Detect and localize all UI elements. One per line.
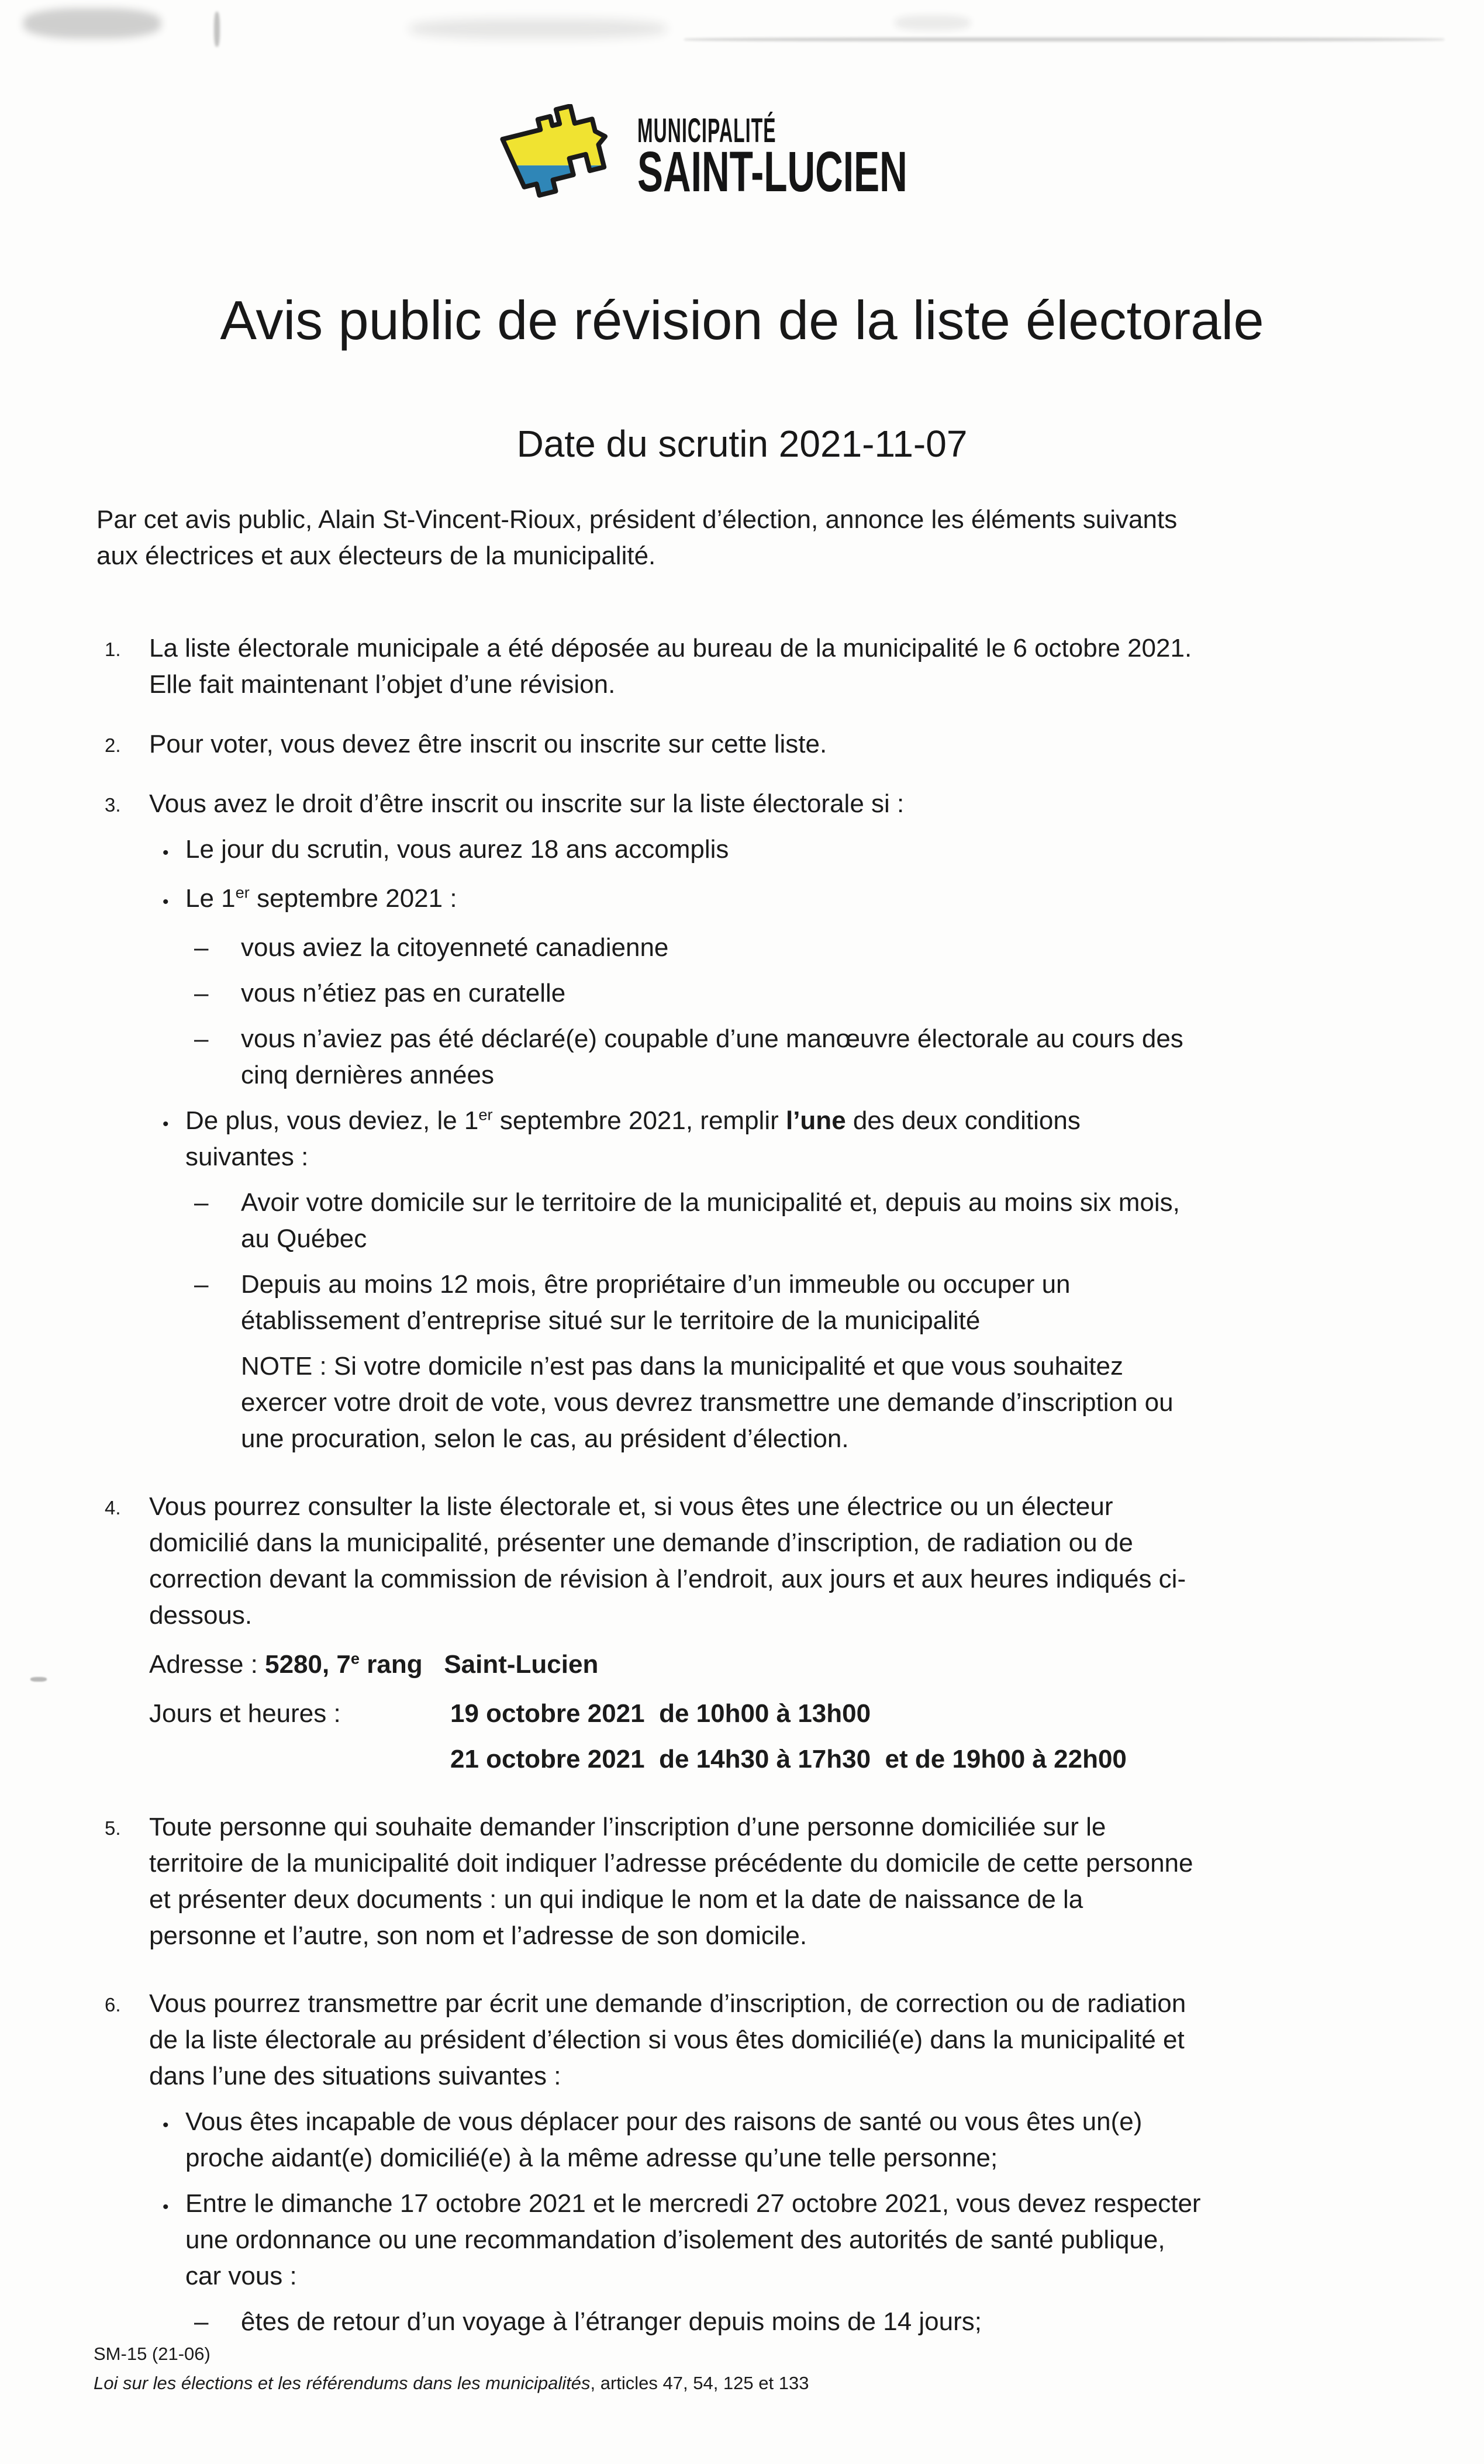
text-run: Par cet avis public, Alain St-Vincent-Rioux, président d’élection, annonce les éléments suivants bbox=[96, 505, 1178, 534]
bullet-marker: • bbox=[163, 1114, 169, 1134]
text-run: Entre le dimanche 17 octobre 2021 et le mercredi 27 octobre 2021, vous devez respecter bbox=[185, 2189, 1201, 2218]
text-run: Vous pourrez transmettre par écrit une demande d’inscription, de correction ou de radiation bbox=[149, 1989, 1186, 2018]
text-run: exercer votre droit de vote, vous devrez transmettre une demande d’inscription ou bbox=[241, 1388, 1174, 1417]
dash-item bbox=[149, 1185, 1402, 1257]
dash-item bbox=[149, 1021, 1402, 1093]
item-paragraph bbox=[149, 630, 1402, 703]
text-run: Depuis au moins 12 mois, être propriétaire d’un immeuble ou occuper un bbox=[241, 1270, 1071, 1299]
logo-municipality-label: MUNICIPALITÉ bbox=[637, 112, 776, 150]
item-content bbox=[149, 786, 1402, 1457]
intro-paragraph bbox=[96, 502, 1367, 574]
bullet-marker: • bbox=[163, 2197, 169, 2217]
text-run: 5280, 7 bbox=[265, 1650, 351, 1679]
item-paragraph bbox=[149, 1986, 1402, 2094]
text-run: vous aviez la citoyenneté canadienne bbox=[241, 933, 669, 962]
notice-item bbox=[96, 786, 1402, 1457]
item-content bbox=[149, 630, 1402, 703]
item-content bbox=[149, 1489, 1402, 1778]
text-run: êtes de retour d’un voyage à l’étranger depuis moins de 14 jours; bbox=[241, 2307, 982, 2336]
law-reference bbox=[94, 2373, 809, 2394]
text-run: Elle fait maintenant l’objet d’une révision. bbox=[149, 670, 616, 699]
bullet-text bbox=[185, 2186, 1201, 2294]
bullet-text bbox=[185, 881, 457, 920]
dash-item bbox=[149, 975, 1402, 1012]
text-run: l’une bbox=[785, 1106, 846, 1135]
text-run: Vous êtes incapable de vous déplacer pour des raisons de santé ou vous êtes un(e) bbox=[185, 2107, 1143, 2136]
text-run: Le jour du scrutin, vous aurez 18 ans accomplis bbox=[185, 835, 729, 864]
text-run: De plus, vous deviez, le 1 bbox=[185, 1106, 479, 1135]
text-run: rang Saint-Lucien bbox=[360, 1650, 599, 1679]
item-number: 2. bbox=[105, 734, 121, 756]
dash-marker: – bbox=[194, 979, 209, 1007]
dash-item bbox=[149, 1266, 1402, 1339]
notice-item bbox=[96, 630, 1402, 703]
bullet-item bbox=[149, 1103, 1402, 1175]
law-articles: , articles 47, 54, 125 et 133 bbox=[590, 2373, 809, 2393]
bullet-marker: • bbox=[163, 2116, 169, 2135]
text-run: établissement d’entreprise situé sur le territoire de la municipalité bbox=[241, 1306, 981, 1335]
text-run: Vous avez le droit d’être inscrit ou inscrite sur la liste électorale si : bbox=[149, 789, 905, 818]
bullet-item bbox=[149, 831, 1402, 871]
text-run: e bbox=[350, 1649, 360, 1668]
dash-text bbox=[241, 930, 668, 966]
form-number: SM-15 (21-06) bbox=[94, 2344, 210, 2364]
logo-name: SAINT-LUCIEN bbox=[637, 140, 907, 203]
notice-item bbox=[96, 1986, 1402, 2340]
text-run: septembre 2021 : bbox=[249, 884, 457, 913]
text-run: Pour voter, vous devez être inscrit ou inscrite sur cette liste. bbox=[149, 730, 827, 758]
text-run: personne et l’autre, son nom et l’adresse de son domicile. bbox=[149, 1921, 807, 1950]
item-number: 1. bbox=[105, 639, 121, 660]
item-number: 4. bbox=[105, 1497, 121, 1519]
dash-text bbox=[241, 1185, 1180, 1257]
item-number: 5. bbox=[105, 1817, 121, 1839]
dash-marker: – bbox=[194, 1188, 209, 1217]
text-run: et présenter deux documents : un qui indique le nom et la date de naissance de la bbox=[149, 1885, 1083, 1914]
dash-item bbox=[149, 2304, 1402, 2340]
notice-item bbox=[96, 1809, 1402, 1954]
dash-text bbox=[241, 2304, 982, 2340]
item-content bbox=[149, 1809, 1402, 1954]
text-run: er bbox=[235, 883, 250, 902]
hours-label: Jours et heures : bbox=[149, 1699, 341, 1728]
dash-marker: – bbox=[194, 1270, 209, 1299]
text-run: car vous : bbox=[185, 2262, 297, 2290]
text-run: Toute personne qui souhaite demander l’inscription d’une personne domiciliée sur le bbox=[149, 1813, 1106, 1841]
bullet-item bbox=[149, 2104, 1402, 2176]
text-run: 21 octobre 2021 de 14h30 à 17h30 et de 19h00 à 22h00 bbox=[450, 1745, 1127, 1773]
dash-marker: – bbox=[194, 1024, 209, 1053]
dash-text bbox=[241, 1021, 1183, 1093]
bullet-text bbox=[185, 831, 729, 871]
item-paragraph bbox=[149, 1809, 1402, 1954]
dash-marker: – bbox=[194, 2307, 209, 2336]
text-run: Le 1 bbox=[185, 884, 236, 913]
text-run: dans l’une des situations suivantes : bbox=[149, 2062, 561, 2090]
item-content bbox=[149, 726, 1402, 762]
law-title: Loi sur les élections et les référendums dans les municipalités bbox=[94, 2373, 591, 2393]
item-paragraph bbox=[149, 1489, 1402, 1634]
scrutin-date-subtitle: Date du scrutin 2021-11-07 bbox=[516, 423, 968, 465]
item-number: 3. bbox=[105, 794, 121, 816]
dash-item bbox=[149, 930, 1402, 966]
hours-continuation bbox=[450, 1741, 1402, 1778]
text-run: une procuration, selon le cas, au président d’élection. bbox=[241, 1424, 849, 1453]
dash-marker: – bbox=[194, 933, 209, 962]
bullet-text bbox=[185, 2104, 1142, 2176]
bullet-item bbox=[149, 881, 1402, 920]
page-footer bbox=[94, 2344, 809, 2394]
notice-item bbox=[96, 726, 1402, 762]
text-run: cinq dernières années bbox=[241, 1061, 494, 1089]
bullet-marker: • bbox=[163, 892, 169, 912]
bullet-text bbox=[185, 1103, 1081, 1175]
item-paragraph bbox=[149, 786, 1402, 822]
bullet-marker: • bbox=[163, 843, 169, 862]
item-content bbox=[149, 1986, 1402, 2340]
text-run: er bbox=[478, 1105, 493, 1124]
item-number: 6. bbox=[105, 1994, 121, 2016]
text-run: territoire de la municipalité doit indiquer l’adresse précédente du domicile de cette personne bbox=[149, 1849, 1193, 1878]
text-run: vous n’aviez pas été déclaré(e) coupable d’une manœuvre électorale au cours des bbox=[241, 1024, 1183, 1053]
text-run: suivantes : bbox=[185, 1143, 309, 1171]
text-run: des deux conditions bbox=[845, 1106, 1081, 1135]
text-run: Adresse : bbox=[149, 1650, 265, 1679]
hours-value bbox=[450, 1696, 871, 1732]
address-line bbox=[149, 1647, 1402, 1683]
text-run: septembre 2021, remplir bbox=[492, 1106, 786, 1135]
text-run: proche aidant(e) domicilié(e) à la même adresse qu’une telle personne; bbox=[185, 2144, 998, 2172]
text-run: NOTE : Si votre domicile n’est pas dans la municipalité et que vous souhaitez bbox=[241, 1352, 1123, 1381]
dash-text bbox=[241, 1266, 1071, 1339]
text-run: correction devant la commission de révision à l’endroit, aux jours et aux heures indiqués ci- bbox=[149, 1565, 1186, 1593]
text-run: domicilié dans la municipalité, présenter une demande d’inscription, de radiation ou de bbox=[149, 1528, 1133, 1557]
text-run: vous n’étiez pas en curatelle bbox=[241, 979, 566, 1007]
text-run: dessous. bbox=[149, 1601, 253, 1630]
notice-item bbox=[96, 1489, 1402, 1778]
text-run: La liste électorale municipale a été déposée au bureau de la municipalité le 6 octobre 2021. bbox=[149, 634, 1192, 662]
page-title: Avis public de révision de la liste électorale bbox=[220, 289, 1264, 351]
text-run: 19 octobre 2021 de 10h00 à 13h00 bbox=[450, 1699, 871, 1728]
dash-text bbox=[241, 975, 565, 1012]
text-run: Vous pourrez consulter la liste électorale et, si vous êtes une électrice ou un électeur bbox=[149, 1492, 1113, 1521]
note-paragraph bbox=[241, 1348, 1402, 1457]
text-run: au Québec bbox=[241, 1224, 367, 1253]
item-paragraph bbox=[149, 726, 1402, 762]
text-run: aux électrices et aux électeurs de la municipalité. bbox=[96, 541, 656, 570]
hours-row bbox=[149, 1696, 1402, 1732]
text-run: Avoir votre domicile sur le territoire de la municipalité et, depuis au moins six mois, bbox=[241, 1188, 1180, 1217]
bullet-item bbox=[149, 2186, 1402, 2294]
notice-items bbox=[96, 630, 1402, 2340]
text-run: de la liste électorale au président d’élection si vous êtes domicilié(e) dans la municipalité et bbox=[149, 2025, 1185, 2054]
text-run: une ordonnance ou une recommandation d’isolement des autorités de santé publique, bbox=[185, 2225, 1165, 2254]
